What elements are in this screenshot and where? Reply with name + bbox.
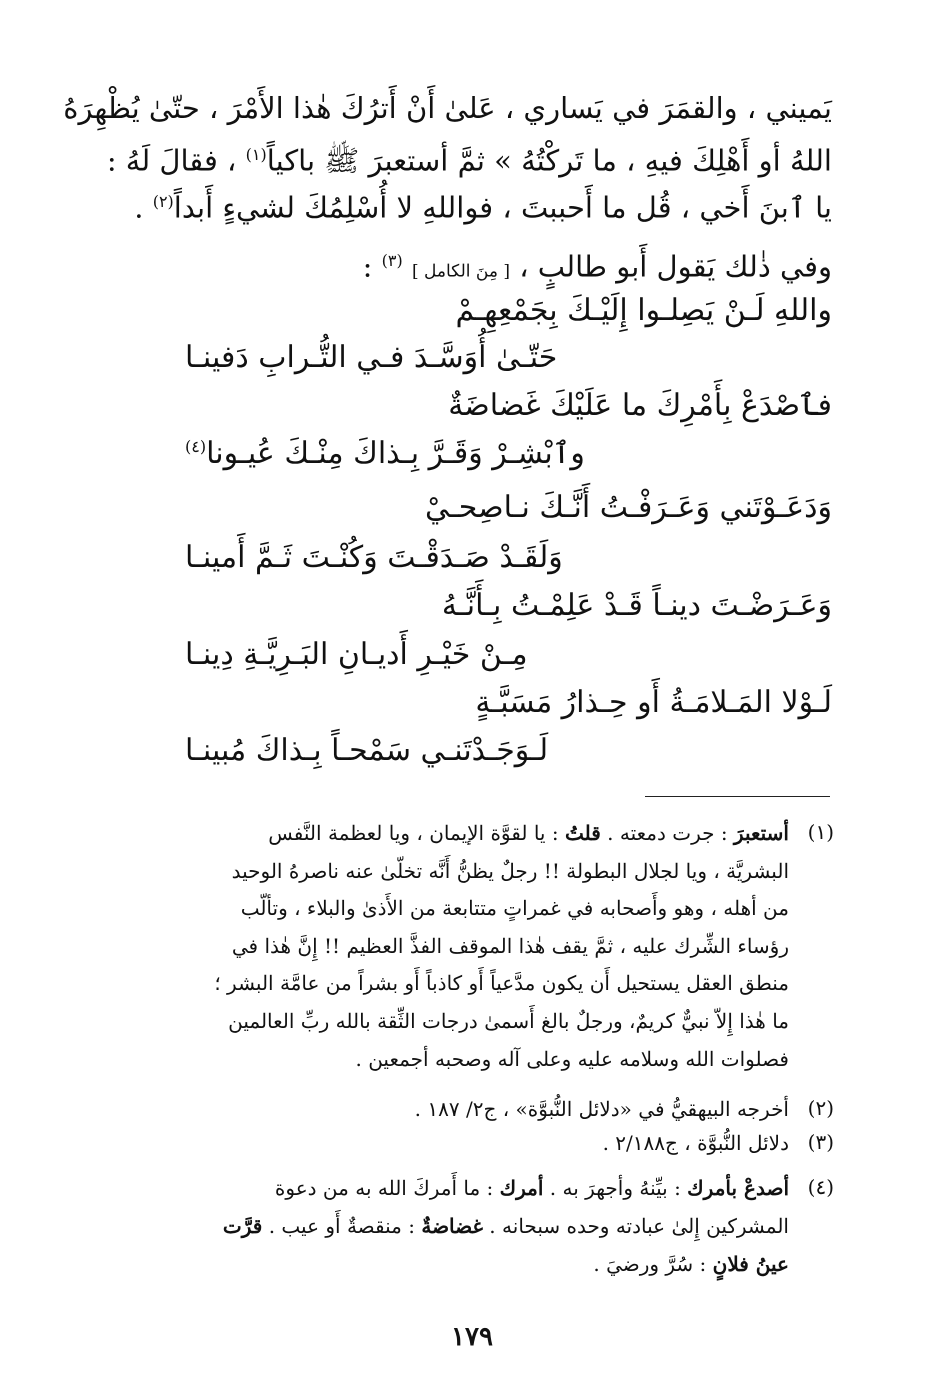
footnote-term: أستعبرَ <box>733 821 789 845</box>
footnote-text: : ما أَمركَ الله به من دعوة <box>274 1176 500 1200</box>
verse-hemistich-left: وَلَقَـدْ صَـدَقْـتَ وَكُنْـتَ ثَـمَّ أَمينـا <box>185 540 563 575</box>
verse-text: وٱبْشِـرْ وَقَـرَّ بِـذاكَ مِنْـكَ عُيـونا <box>206 436 585 471</box>
page-number: ١٧٩ <box>451 1322 493 1352</box>
footnote-text: : بيِّنهُ وأجهرَ به . <box>543 1176 688 1200</box>
footnote-number: (٤) <box>807 1175 834 1199</box>
footnote-term: عينُ فلانٍ <box>712 1252 789 1276</box>
footnote-line <box>275 1173 789 1204</box>
meter-tag: [ مِنَ الكامل ] <box>411 261 510 282</box>
prose-line-2 <box>106 132 832 184</box>
verse-hemistich-left: مِـنْ خَيْـرِ أَديـانِ البَـرِيَّـةِ دِينـا <box>185 637 528 672</box>
prose-text: يَميني ، والقمَرَ في يَساري ، عَلىٰ أَنْ أَترُكَ هٰذا الأَمْرَ ، حتّىٰ يُظْهِرَهُ <box>63 91 832 125</box>
prose-text: اللهُ أو أَهْلِكَ فيهِ ، ما تَركْتُهُ » ثمَّ أستعبرَ ﷺ باكياً <box>266 143 832 178</box>
footnote-term: أصدعْ بأمرك <box>687 1176 789 1200</box>
footnote-number: (٢) <box>807 1096 834 1120</box>
footnote-line: البشريَّة ، ويا لجلال البطولة !! رجلٌ يظنُّ أَنَّه تخلّىٰ عنه ناصرهُ الوحيد <box>231 859 789 883</box>
verse-hemistich-right: واللهِ لَـنْ يَصِلـوا إِلَيْـكَ بِجَمْعِهِـمْ <box>455 293 832 328</box>
footnote-line: فصلوات الله وسلامه عليه وعلى آله وصحبه أجمعين . <box>355 1047 789 1071</box>
prose-text: وفي ذٰلك يَقول أَبو طالبٍ ، <box>519 249 832 284</box>
prose-line-1 <box>63 85 832 131</box>
footnote-term: قلتُ <box>564 821 601 845</box>
verse-hemistich-left: حَتّـىٰ أُوَسَّـدَ فـي التُّـرابِ دَفينـا <box>185 340 558 375</box>
footnote-divider <box>645 796 830 797</box>
footnote-line: أخرجه البيهقيُّ في «دلائل النُّبوَّة» ، ج٢/ ١٨٧ . <box>414 1097 789 1121</box>
footnote-text: المشركين إِلىٰ عبادته وحده سبحانه . <box>482 1214 789 1238</box>
verse-hemistich-right: لَـوْلا المَـلامَـةُ أَو حِـذارُ مَسَبَّـةٍ <box>475 685 832 720</box>
footnote-term: أمرك <box>499 1176 544 1200</box>
footnote-line <box>268 818 789 849</box>
footnote-ref[interactable]: (١) <box>245 145 267 164</box>
footnote-ref[interactable]: (٤) <box>185 437 207 456</box>
prose-text: . <box>134 190 144 225</box>
footnote-ref[interactable]: (٢) <box>152 192 174 211</box>
footnote-term: غضاضةٌ <box>421 1214 483 1238</box>
prose-text: يا ٱبنَ أَخي ، قُل ما أَحببتَ ، فواللهِ لا أُسْلِمُكَ لشيءٍ أَبداً <box>173 190 832 225</box>
footnote-line <box>223 1211 789 1242</box>
verse-hemistich-right: وَعَـرَضْـتَ دينـاً قَـدْ عَلِمْـتُ بِـأَنَّـهُ <box>441 588 832 623</box>
footnote-text: : يا لقوَّة الإيمان ، ويا لعظمة النَّفس <box>268 821 565 845</box>
prose-text: ، فقالَ لَهُ : <box>106 143 237 178</box>
verse-hemistich-right: فٱصْدَعْ بِأَمْرِكَ ما عَلَيْكَ غَضاضَةٌ <box>448 388 832 423</box>
footnote-line <box>593 1249 789 1280</box>
footnote-ref[interactable]: (٣) <box>381 251 403 270</box>
prose-line-4 <box>112 238 832 295</box>
footnote-text: : سُرَّ ورضيَ . <box>593 1252 713 1276</box>
prose-line-3 <box>112 179 832 231</box>
footnote-text: : منقصةٌ أَو عيب . <box>262 1214 422 1238</box>
footnote-line: رؤساء الشِّرك عليه ، ثمَّ يقف هٰذا الموقف الفذَّ العظيم !! إِنَّ هٰذا في <box>231 934 789 958</box>
footnote-line: ما هٰذا إِلاّ نبيٌّ كريمٌ، ورجلٌ بالغ أَسمىٰ درجات الثِّقة بالله ربِّ العالمين <box>228 1009 789 1033</box>
footnote-line: من أهله ، وهو وأَصحابه في غمراتٍ متتابعة من الأَذىٰ والبلاء ، وتألّب <box>240 896 789 920</box>
footnote-line: منطق العقل يستحيل أَن يكون مدَّعياً أَو كاذباً أَو بشراً من عامَّة البشر ؛ <box>214 971 789 995</box>
footnote-term: قرَّت <box>222 1214 263 1238</box>
verse-hemistich-right: وَدَعَـوْتَني وَعَـرَفْـتُ أَنَّـكَ نـاصِحـيْ <box>424 490 832 525</box>
footnote-number: (١) <box>807 820 834 844</box>
footnote-text: : جرت دمعته . <box>600 821 734 845</box>
verse-hemistich-left <box>185 436 585 471</box>
verse-hemistich-left: لَـوَجَـدْتَنـي سَمْحـاً بِـذاكَ مُبينـا <box>185 733 549 768</box>
footnote-line: دلائل النُّبوَّة ، ج٢/١٨٨ . <box>602 1131 789 1155</box>
prose-text: : <box>362 249 373 284</box>
footnote-number: (٣) <box>807 1130 834 1154</box>
